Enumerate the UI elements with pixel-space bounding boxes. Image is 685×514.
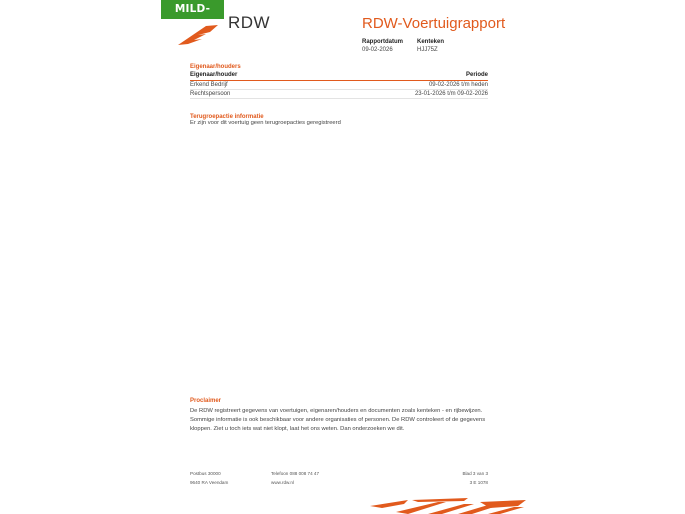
footer-website[interactable]: www.rdw.nl (271, 480, 294, 485)
table-header-divider (190, 80, 488, 81)
table-row-period: 09-02-2026 t/m heden (428, 82, 488, 88)
footer-postcode: 9640 RA Veendam (190, 480, 229, 485)
footer-page-number: Blad 3 van 3 (462, 471, 488, 476)
owners-column-period: Periode (465, 72, 488, 78)
recall-text: Er zijn voor dit voertuig geen terugroepacties geregistreerd (190, 120, 341, 126)
owners-section-title: Eigenaar/houders (190, 64, 241, 70)
rdw-logo-text: RDW (228, 13, 271, 32)
disclaimer-line: Sommige informatie is ook beschikbaar voor andere organisaties of personen. De RDW controleert of de gegevens (190, 417, 486, 423)
table-row-divider (190, 98, 488, 99)
report-title: RDW-Voertuigrapport (362, 15, 506, 32)
license-plate-value: HJJ75Z (417, 47, 438, 53)
table-row-owner: Erkend Bedrijf (190, 82, 228, 88)
disclaimer-section-title: Proclaimer (190, 398, 222, 404)
footer-code: 3 E 1078 (469, 480, 488, 485)
report-date-value: 09-02-2026 (362, 47, 393, 53)
disclaimer-line: De RDW registreert gegevens van voertuigen, eigenaren/houders en documenten zoals kenteken - en rijbewijzen. (190, 408, 483, 414)
rdw-logo-icon (176, 23, 220, 47)
table-row-divider (190, 89, 488, 90)
footer-phone: Telefoon 088 008 74 47 (271, 471, 320, 476)
table-row-owner: Rechtspersoon (190, 91, 231, 97)
disclaimer-line: kloppen. Ziet u toch iets wat niet klopt, laat het ons weten. Dan onderzoeken we dit. (190, 426, 405, 432)
table-row-period: 23-01-2026 t/m 09-02-2026 (414, 91, 488, 97)
license-plate-label: Kenteken (417, 39, 445, 45)
recall-section-title: Terugroepactie informatie (190, 114, 264, 120)
footer-postbus: Postbus 30000 (190, 471, 221, 476)
rdw-stripes-decoration (368, 496, 528, 514)
owners-column-owner: Eigenaar/houder (190, 72, 238, 78)
report-date-label: Rapportdatum (362, 39, 403, 45)
mild-hybrid-badge: MILD-HYBRID (161, 0, 224, 19)
